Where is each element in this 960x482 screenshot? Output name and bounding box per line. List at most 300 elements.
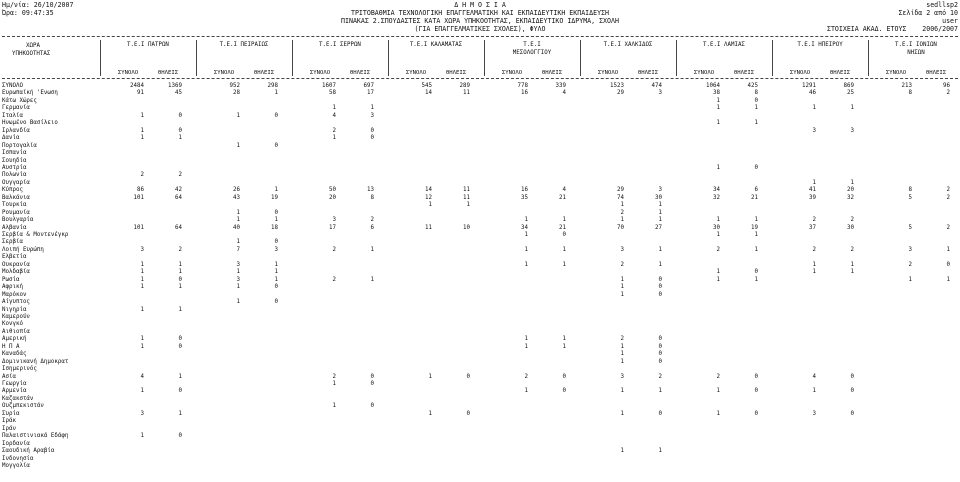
cell-total: 4 <box>812 373 816 380</box>
cell-total: 1 <box>140 112 144 119</box>
cell-total: 1 <box>716 217 720 224</box>
cell-total: 2 <box>812 217 816 224</box>
cell-female: 0 <box>466 373 470 380</box>
cell-female: 0 <box>850 373 854 380</box>
cell-female: 1 <box>178 284 182 291</box>
cell-total: 1 <box>812 261 816 268</box>
subheader-total: ΣΥΝΟΛΟ <box>117 69 139 76</box>
cell-female: 0 <box>370 373 374 380</box>
subheader-total: ΣΥΝΟΛΟ <box>501 69 523 76</box>
cell-total: 2 <box>716 246 720 253</box>
cell-female: 0 <box>178 276 182 283</box>
cell-total: 952 <box>229 83 240 89</box>
country-label: Ινδονησία <box>2 455 34 462</box>
cell-total: 3 <box>236 261 240 268</box>
report-id: sedllsp2 <box>926 1 958 9</box>
cell-female: 2 <box>178 172 182 179</box>
cell-total: 1 <box>140 276 144 283</box>
cell-total: 1 <box>716 276 720 283</box>
country-column-head: ΧΩΡΑ <box>26 43 40 49</box>
cell-total: 2 <box>332 246 336 253</box>
cell-female: 0 <box>658 336 662 343</box>
cell-total: 101 <box>133 194 144 201</box>
cell-total: 16 <box>521 187 528 194</box>
cell-total: 1 <box>140 343 144 350</box>
cell-female: 4 <box>562 90 566 97</box>
cell-total: 1 <box>140 127 144 134</box>
cell-total: 12 <box>425 194 432 201</box>
cell-total: 1 <box>620 284 624 291</box>
subheader-female: ΘΗΛΕΙΣ <box>253 69 275 76</box>
cell-total: 14 <box>425 90 432 97</box>
cell-female: 1 <box>658 448 662 455</box>
cell-female: 1 <box>754 276 758 283</box>
cell-female: 2 <box>370 217 374 224</box>
print-date: Ημ/νία: 26/10/2007 <box>2 1 74 9</box>
cell-female: 0 <box>274 112 278 119</box>
cell-female: 1 <box>562 343 566 350</box>
country-label: Δανία <box>2 135 20 142</box>
header-rule-bottom <box>2 78 958 79</box>
subheader-female: ΘΗΛΕΙΣ <box>157 69 179 76</box>
cell-total: 1 <box>812 179 816 186</box>
header-rule-top <box>2 36 958 37</box>
cell-total: 1 <box>140 388 144 395</box>
cell-female: 0 <box>754 410 758 417</box>
column-divider <box>484 40 485 76</box>
subheader-female: ΘΗΛΕΙΣ <box>733 69 755 76</box>
column-divider <box>772 40 773 76</box>
column-divider <box>292 40 293 76</box>
institution-header: Τ.Ε.Ι ΧΑΛΚΙΔΟΣ <box>603 42 653 48</box>
cell-total: 86 <box>137 187 144 194</box>
country-label: Ιράν <box>2 425 16 432</box>
cell-female: 64 <box>175 194 182 201</box>
country-label: Γερμανία <box>2 105 30 112</box>
cell-total: 1 <box>620 291 624 298</box>
cell-total: 1 <box>716 97 720 104</box>
subheader-female: ΘΗΛΕΙΣ <box>541 69 563 76</box>
country-label: Ελβετία <box>2 254 27 261</box>
cell-total: 37 <box>809 224 816 231</box>
cell-female: 2 <box>850 246 854 253</box>
cell-total: 2 <box>716 373 720 380</box>
cell-female: 11 <box>463 187 470 194</box>
cell-female: 0 <box>658 351 662 358</box>
subheader-female: ΘΗΛΕΙΣ <box>349 69 371 76</box>
cell-total: 2484 <box>130 83 144 89</box>
column-divider <box>580 40 581 76</box>
cell-female: 0 <box>274 284 278 291</box>
cell-total: 778 <box>517 83 528 89</box>
cell-female: 1 <box>850 269 854 276</box>
cell-total: 213 <box>901 83 912 89</box>
cell-total: 8 <box>908 90 912 97</box>
cell-total: 2 <box>140 172 144 179</box>
cell-total: 1 <box>620 343 624 350</box>
cell-female: 45 <box>175 90 182 97</box>
cell-female: 1 <box>562 246 566 253</box>
subheader-total: ΣΥΝΟΛΟ <box>405 69 427 76</box>
academic-year: ΣΤΟΙΧΕΙΑ ΑΚΑΔ. ΕΤΟΥΣ 2006/2007 <box>826 25 958 33</box>
subheader-total: ΣΥΝΟΛΟ <box>693 69 715 76</box>
institution-header: Τ.Ε.Ι ΛΑΜΙΑΣ <box>703 42 745 48</box>
cell-total: 1064 <box>706 83 720 89</box>
cell-total: 1 <box>524 246 528 253</box>
institution-header: Τ.Ε.Ι ΣΕΡΡΩΝ <box>319 42 361 48</box>
cell-total: 1 <box>524 232 528 238</box>
country-label: Συρία <box>2 410 20 417</box>
cell-total: 1 <box>236 299 240 306</box>
cell-female: 30 <box>847 224 854 231</box>
cell-total: 1 <box>428 410 432 417</box>
table-title-continued: (ΓΙΑ ΕΠΑΓΓΕΛΜΑΤΙΚΕΣ ΣΧΟΛΕΣ), ΦΥΛΟ <box>414 25 546 33</box>
cell-female: 1 <box>274 90 278 97</box>
cell-female: 19 <box>271 194 278 201</box>
cell-female: 0 <box>178 388 182 395</box>
cell-female: 1 <box>850 261 854 268</box>
cell-total: 1 <box>716 164 720 171</box>
cell-female: 0 <box>274 299 278 306</box>
cell-total: 28 <box>233 90 240 97</box>
cell-total: 3 <box>812 127 816 134</box>
cell-female: 0 <box>466 410 470 417</box>
cell-female: 1 <box>274 261 278 268</box>
cell-female: 1 <box>274 276 278 283</box>
cell-female: 0 <box>370 403 374 410</box>
cell-female: 18 <box>271 224 278 231</box>
cell-total: 46 <box>809 90 816 97</box>
institution-header-line2: ΜΕΣΟΛΟΓΓΙΟΥ <box>512 50 552 56</box>
cell-female: 8 <box>370 194 374 201</box>
cell-total: 3 <box>620 373 624 380</box>
cell-female: 0 <box>946 261 950 268</box>
cell-total: 1 <box>524 336 528 343</box>
page-indicator: Σελίδα 2 από 10 <box>898 9 958 17</box>
table-title: ΠΙΝΑΚΑΣ 2.ΣΠΟΥΔΑΣΤΕΣ ΚΑΤΑ ΧΩΡΑ ΥΠΗΚΟΟΤΗΤΑΣ, ΕΚΠΑΙΔΕΥΤΙΚΟ ΙΔΡΥΜΑ, ΣΧΟΛΗ <box>341 17 619 25</box>
cell-female: 25 <box>847 90 854 97</box>
cell-total: 4 <box>332 112 336 119</box>
cell-total: 1 <box>716 120 720 127</box>
cell-female: 27 <box>655 224 662 231</box>
cell-total: 91 <box>137 90 144 97</box>
country-label: Ιράκ <box>2 418 16 425</box>
cell-total: 1 <box>620 448 624 455</box>
cell-female: 0 <box>274 209 278 216</box>
cell-total: 2 <box>332 127 336 134</box>
country-label: Η Π Α <box>2 343 20 350</box>
cell-total: 2 <box>908 261 912 268</box>
cell-female: 1 <box>178 410 182 417</box>
cell-female: 0 <box>370 127 374 134</box>
cell-total: 74 <box>617 194 624 201</box>
cell-female: 2 <box>850 217 854 224</box>
cell-female: 1 <box>658 217 662 224</box>
cell-female: 64 <box>175 224 182 231</box>
cell-total: 2 <box>812 246 816 253</box>
cell-total: 38 <box>713 90 720 97</box>
column-divider <box>196 40 197 76</box>
country-label: ΣΥΝΟΛΟ <box>2 83 23 89</box>
cell-female: 0 <box>178 433 182 440</box>
cell-female: 0 <box>754 164 758 171</box>
cell-total: 3 <box>620 246 624 253</box>
cell-total: 32 <box>713 194 720 201</box>
cell-total: 1 <box>236 142 240 149</box>
cell-female: 0 <box>178 336 182 343</box>
cell-total: 1 <box>428 373 432 380</box>
cell-total: 1 <box>620 358 624 365</box>
cell-female: 0 <box>850 388 854 395</box>
cell-total: 1 <box>716 388 720 395</box>
cell-total: 39 <box>809 194 816 201</box>
cell-female: 21 <box>751 194 758 201</box>
cell-total: 545 <box>421 83 432 89</box>
cell-female: 1 <box>274 187 278 194</box>
cell-female: 6 <box>370 224 374 231</box>
cell-total: 1607 <box>322 83 336 89</box>
country-label: Ρουμανία <box>2 209 30 216</box>
print-time: Ώρα: 09:47:35 <box>2 9 54 17</box>
cell-total: 1 <box>236 112 240 119</box>
cell-female: 1 <box>178 269 182 276</box>
cell-female: 3 <box>658 187 662 194</box>
cell-female: 3 <box>370 112 374 119</box>
cell-total: 2 <box>620 261 624 268</box>
cell-total: 20 <box>329 194 336 201</box>
institution-header-line2: ΝΗΣΩΝ <box>907 50 925 56</box>
cell-total: 5 <box>908 224 912 231</box>
cell-female: 1 <box>178 261 182 268</box>
cell-female: 19 <box>751 224 758 231</box>
cell-total: 3 <box>908 246 912 253</box>
cell-total: 29 <box>617 90 624 97</box>
cell-female: 1 <box>274 269 278 276</box>
cell-female: 1 <box>178 306 182 313</box>
cell-female: 0 <box>274 142 278 149</box>
cell-total: 34 <box>521 224 528 231</box>
country-label: Ουγγαρία <box>2 179 30 186</box>
country-label: Καναδάς <box>2 351 27 358</box>
cell-female: 1 <box>946 246 950 253</box>
cell-female: 339 <box>555 83 566 89</box>
cell-female: 1 <box>370 246 374 253</box>
cell-total: 1 <box>236 239 240 246</box>
cell-female: 0 <box>754 97 758 104</box>
cell-total: 35 <box>521 194 528 201</box>
subheader-total: ΣΥΝΟΛΟ <box>213 69 235 76</box>
cell-total: 1 <box>524 217 528 224</box>
cell-total: 41 <box>809 187 816 194</box>
country-label: Βουλγαρία <box>2 217 34 224</box>
cell-total: 1 <box>140 336 144 343</box>
report-subtitle: ΤΡΙΤΟΒΑΘΜΙΑ ΤΕΧΝΟΛΟΓΙΚΗ ΕΠΑΓΓΕΛΜΑΤΙΚΗ ΚΑΙ ΕΚΠΑΙΔΕΥΤΙΚΗ ΕΚΠΑΙΔΕΥΣΗ <box>350 9 610 17</box>
cell-female: 1 <box>850 179 854 186</box>
cell-female: 0 <box>850 410 854 417</box>
cell-female: 1 <box>658 388 662 395</box>
country-column-head-2: ΥΠΗΚΟΟΤΗΤΑΣ <box>12 51 51 57</box>
institution-header: Τ.Ε.Ι <box>523 42 541 48</box>
column-divider <box>388 40 389 76</box>
subheader-female: ΘΗΛΕΙΣ <box>445 69 467 76</box>
institution-header: Τ.Ε.Ι ΠΑΤΡΩΝ <box>127 42 169 48</box>
country-label: Ασία <box>2 373 16 380</box>
cell-total: 1 <box>620 202 624 209</box>
cell-total: 58 <box>329 90 336 97</box>
country-label: Αφρική <box>2 284 23 291</box>
cell-total: 1 <box>620 410 624 417</box>
cell-female: 2 <box>946 187 950 194</box>
cell-female: 1 <box>658 202 662 209</box>
cell-female: 0 <box>178 127 182 134</box>
cell-female: 0 <box>658 410 662 417</box>
cell-female: 0 <box>178 112 182 119</box>
cell-female: 0 <box>562 373 566 380</box>
cell-female: 1369 <box>168 83 182 89</box>
country-label: Ρωσία <box>2 276 20 283</box>
cell-female: 1 <box>562 217 566 224</box>
cell-total: 1 <box>620 276 624 283</box>
country-label: Πορτογαλία <box>2 142 37 149</box>
country-label: Ουζμπεκιστάν <box>2 403 44 410</box>
cell-female: 0 <box>658 291 662 298</box>
cell-female: 1 <box>178 373 182 380</box>
country-label: Καμερούν <box>2 313 30 320</box>
cell-female: 0 <box>658 358 662 365</box>
cell-total: 8 <box>908 187 912 194</box>
cell-total: 101 <box>133 224 144 231</box>
cell-female: 0 <box>754 373 758 380</box>
institution-header: Τ.Ε.Ι ΠΕΙΡΑΙΩΣ <box>219 42 269 48</box>
cell-total: 1 <box>140 284 144 291</box>
cell-total: 1 <box>332 403 336 410</box>
cell-total: 1 <box>716 410 720 417</box>
cell-total: 1 <box>332 105 336 112</box>
cell-total: 1291 <box>802 83 816 89</box>
country-label: Σουηδία <box>2 157 27 164</box>
cell-female: 2 <box>658 373 662 380</box>
cell-female: 2 <box>178 246 182 253</box>
country-label: Ιταλία <box>2 112 23 119</box>
cell-total: 7 <box>236 246 240 253</box>
cell-female: 1 <box>370 105 374 112</box>
cell-total: 4 <box>140 373 144 380</box>
cell-female: 3 <box>658 90 662 97</box>
cell-total: 1 <box>236 269 240 276</box>
cell-total: 14 <box>425 187 432 194</box>
cell-female: 1 <box>754 217 758 224</box>
cell-female: 1 <box>562 336 566 343</box>
cell-total: 43 <box>233 194 240 201</box>
cell-female: 0 <box>658 276 662 283</box>
cell-total: 1 <box>524 343 528 350</box>
cell-total: 1 <box>716 232 720 238</box>
country-label: Βαλκάνια <box>2 194 30 201</box>
cell-female: 10 <box>463 224 470 231</box>
subheader-total: ΣΥΝΟΛΟ <box>885 69 907 76</box>
country-label: Γεωργία <box>2 381 27 387</box>
country-label: Μογγολία <box>2 462 30 469</box>
cell-female: 11 <box>463 90 470 97</box>
cell-female: 1 <box>754 120 758 127</box>
cell-total: 3 <box>812 410 816 417</box>
cell-total: 3 <box>140 246 144 253</box>
cell-female: 298 <box>267 83 278 89</box>
cell-total: 1 <box>332 381 336 387</box>
subheader-female: ΘΗΛΕΙΣ <box>925 69 947 76</box>
country-label: Ευρωπαϊκή 'Ενωση <box>2 90 58 97</box>
cell-female: 1 <box>850 105 854 112</box>
country-label: Αρμενία <box>2 388 27 395</box>
cell-female: 32 <box>847 194 854 201</box>
country-label: Αιθιοπία <box>2 328 30 335</box>
cell-female: 4 <box>562 187 566 194</box>
cell-total: 1 <box>140 269 144 276</box>
cell-total: 1 <box>524 261 528 268</box>
country-label: Αυστρία <box>2 164 27 171</box>
cell-total: 1 <box>812 388 816 395</box>
cell-female: 474 <box>651 83 662 89</box>
cell-female: 289 <box>459 83 470 89</box>
country-label: Κύπρος <box>2 187 23 194</box>
cell-female: 2 <box>946 224 950 231</box>
subheader-female: ΘΗΛΕΙΣ <box>637 69 659 76</box>
cell-female: 0 <box>562 388 566 395</box>
cell-female: 1 <box>370 276 374 283</box>
subheader-total: ΣΥΝΟΛΟ <box>789 69 811 76</box>
cell-female: 13 <box>367 187 374 194</box>
cell-female: 96 <box>943 83 950 89</box>
country-label: Καζακστάν <box>2 395 34 402</box>
cell-total: 1 <box>620 388 624 395</box>
country-label: Κάτω Χώρες <box>2 97 37 104</box>
cell-total: 5 <box>908 194 912 201</box>
cell-total: 34 <box>713 187 720 194</box>
cell-total: 26 <box>233 187 240 194</box>
cell-female: 2 <box>946 90 950 97</box>
cell-female: 6 <box>754 187 758 194</box>
cell-total: 1 <box>620 351 624 358</box>
country-label: Αλβανία <box>2 224 27 231</box>
subheader-total: ΣΥΝΟΛΟ <box>597 69 619 76</box>
cell-female: 17 <box>367 90 374 97</box>
cell-total: 3 <box>236 276 240 283</box>
country-label: Μολδαβία <box>2 269 30 276</box>
cell-total: 40 <box>233 224 240 231</box>
cell-total: 1 <box>716 105 720 112</box>
cell-total: 70 <box>617 224 624 231</box>
cell-total: 2 <box>332 373 336 380</box>
cell-female: 869 <box>843 83 854 89</box>
cell-female: 2 <box>946 194 950 201</box>
cell-total: 11 <box>425 224 432 231</box>
cell-female: 0 <box>370 381 374 387</box>
country-label: Τουρκία <box>2 202 27 209</box>
cell-female: 1 <box>274 217 278 224</box>
cell-female: 0 <box>178 343 182 350</box>
cell-total: 1 <box>620 217 624 224</box>
cell-total: 29 <box>617 187 624 194</box>
cell-female: 1 <box>754 232 758 238</box>
cell-total: 3 <box>332 217 336 224</box>
cell-female: 3 <box>850 127 854 134</box>
country-label: Σερβία & Μοντενέγκρ <box>2 232 69 238</box>
cell-total: 1 <box>716 269 720 276</box>
organization-title: Δ Η Μ Ο Σ Ι Α <box>454 1 506 9</box>
cell-female: 0 <box>562 232 566 238</box>
country-label: Παλαιστινιακά Εδάφη <box>2 433 69 440</box>
country-label: Ιορδανία <box>2 440 30 447</box>
